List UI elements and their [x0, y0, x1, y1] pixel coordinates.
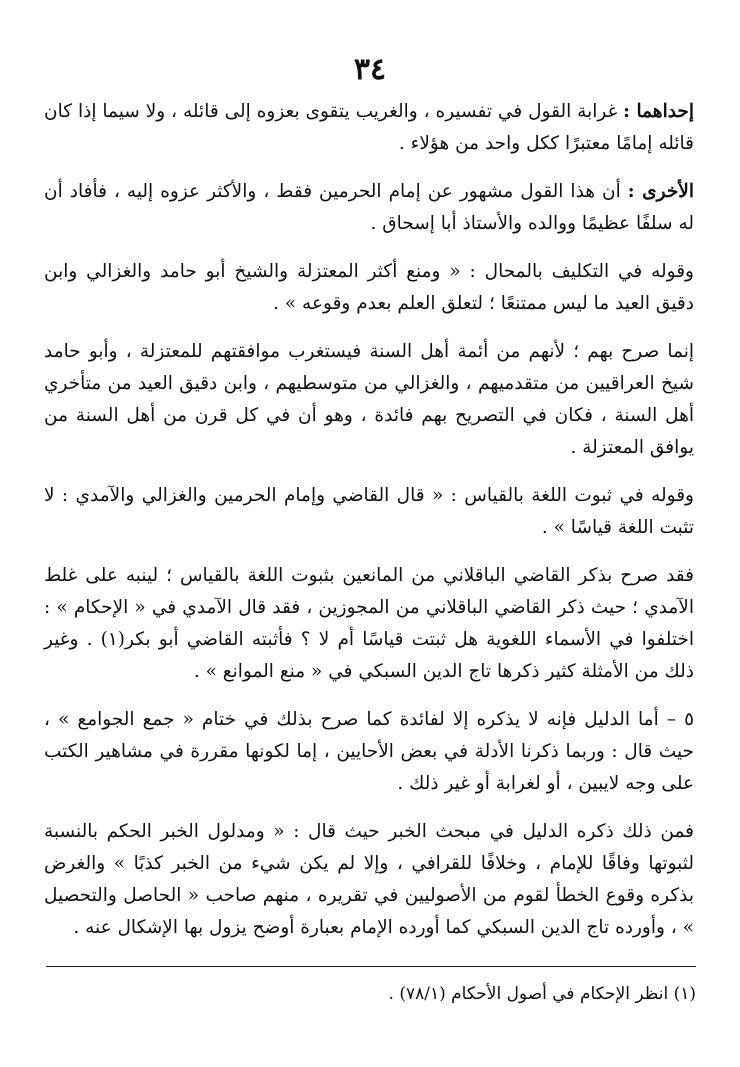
paragraph	[44, 560, 694, 688]
paragraph	[44, 176, 694, 240]
paragraph	[44, 480, 694, 544]
paragraph-text: فمن ذلك ذكره الدليل في مبحث الخبر حيث قال : « ومدلول الخبر الحكم بالنسبة لثبوتها وفاقًا للإمام ، وخلافًا للقرافي ، وإلا لم يكن شيء من الخبر كذبًا » والغرض بذكره وقوع الخطأ لقوم من الأصوليين في تقريره ، منهم صاحب « الحاصل والتحصيل » ، وأورده تاج الدين السبكي كما أورده الإمام بعبارة أوضح يزول بها الإشكال عنه .	[44, 821, 694, 938]
paragraph-text: ٥ – أما الدليل فإنه لا يذكره إلا لفائدة كما صرح بذلك في ختام « جمع الجوامع » ، حيث قال : وربما ذكرنا الأدلة في بعض الأحايين ، إما لكونها مقررة في مشاهير الكتب على وجه لايبين ، أو لغرابة أو غير ذلك .	[44, 709, 694, 794]
paragraph	[44, 704, 694, 800]
page-body	[44, 96, 694, 960]
paragraph-text: وقوله في التكليف بالمحال : « ومنع أكثر المعتزلة والشيخ أبو حامد والغزالي وابن دقيق العيد ما ليس ممتنعًا ؛ لتعلق العلم بعدم وقوعه » .	[44, 261, 694, 314]
paragraph-text: إنما صرح بهم ؛ لأنهم من أئمة أهل السنة فيستغرب موافقتهم للمعتزلة ، وأبو حامد شيخ العراقيين من متقدميهم ، والغزالي من متوسطيهم ، وابن دقيق العيد من متأخري أهل السنة ، فكان في التصريح بهم فائدة ، وهو أن في كل قرن من أهل السنة من يوافق المعتزلة .	[44, 341, 694, 458]
paragraph-text: فقد صرح بذكر القاضي الباقلاني من المانعين بثبوت اللغة بالقياس ؛ لينبه على غلط الآمدي ؛ حيث ذكر القاضي الباقلاني من المجوزين ، فقد قال الآمدي في « الإحكام » : اختلفوا في الأسماء اللغوية هل ثبتت قياسًا أم لا ؟ فأثبته القاضي أبو بكر(١) . وغير ذلك من الأمثلة كثير ذكرها تاج الدين السبكي في « منع الموانع » .	[44, 565, 694, 682]
paragraph	[44, 816, 694, 944]
paragraph-text: وقوله في ثبوت اللغة بالقياس : « قال القاضي وإمام الحرمين والغزالي والآمدي : لا تثبت اللغة قياسًا » .	[44, 485, 694, 538]
paragraph-text: أن هذا القول مشهور عن إمام الحرمين فقط ، والأكثر عزوه إليه ، فأفاد أن له سلفًا عظيمًا ووالده والأستاذ أبا إسحاق .	[44, 181, 694, 234]
paragraph	[44, 96, 694, 160]
paragraph	[44, 256, 694, 320]
paragraph-lead: إحداهما :	[623, 101, 694, 122]
paragraph-text: غرابة القول في تفسيره ، والغريب يتقوى بعزوه إلى قائله ، ولا سيما إذا كان قائله إمامًا معتبرًا ككل واحد من هؤلاء .	[44, 101, 694, 154]
footnote: (١) انظر الإحكام في أصول الأحكام (٧٨/١) .	[388, 984, 696, 1004]
paragraph	[44, 336, 694, 464]
page-number: ٣٤	[353, 52, 387, 87]
footnote-separator	[46, 966, 696, 967]
paragraph-lead: الأخرى :	[627, 181, 694, 202]
